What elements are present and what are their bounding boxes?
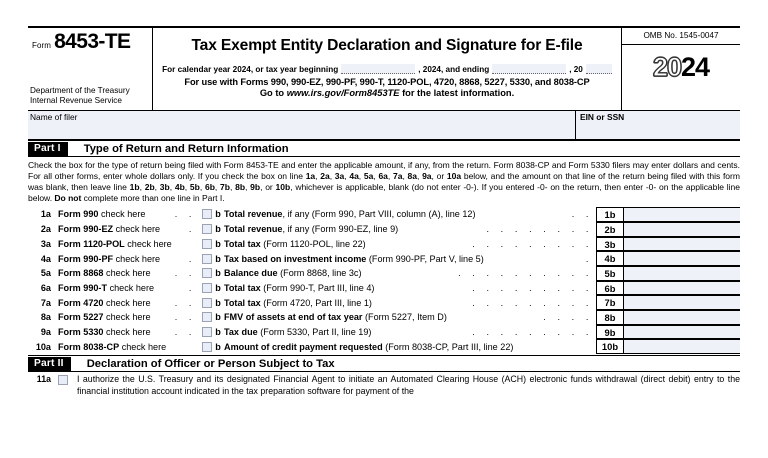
line-left-8a (58, 312, 212, 322)
header-left-block (28, 28, 153, 110)
form-name-label-7a: Form 4720 check here (58, 297, 151, 308)
leader-dots-left: . . (174, 312, 196, 323)
sub-line-label-b: b (215, 282, 221, 293)
amount-field-2b[interactable] (624, 222, 740, 237)
amount-field-1b[interactable] (624, 207, 740, 222)
use-with-forms-line: For use with Forms 990, 990-EZ, 990-PF, 990-T, 1120-POL, 4720, 8868, 5227, 5330, and 8038-CP (184, 77, 590, 87)
header-center-block (153, 28, 622, 110)
line-code-2b: 2b (596, 222, 624, 237)
line-left-5a (58, 268, 212, 278)
form-name-label-2a: Form 990-EZ check here (58, 224, 161, 235)
line-number-10a: 10a (35, 341, 51, 352)
name-of-filer-field[interactable] (28, 111, 576, 139)
line-left-1a (58, 209, 212, 219)
line-code-1b: 1b (596, 207, 624, 222)
description-text: Total revenue, if any (Form 990, Part VIII, column (A), line 12) (224, 209, 476, 220)
line-11a-checkbox[interactable] (58, 375, 68, 385)
checkbox-6a[interactable] (202, 283, 212, 293)
description-text: Tax due (Form 5330, Part II, line 19) (224, 326, 372, 337)
line-number-5a: 5a (40, 268, 51, 279)
omb-number: OMB No. 1545-0047 (622, 28, 740, 45)
sub-line-label-b: b (215, 326, 221, 337)
part-2-header (28, 355, 740, 372)
sub-line-label-b: b (215, 238, 221, 249)
line-number-9a: 9a (40, 326, 51, 337)
amount-field-6b[interactable] (624, 281, 740, 296)
line-number-6a: 6a (40, 282, 51, 293)
sub-line-label-b: b (215, 253, 221, 264)
part-1-title: Type of Return and Return Information (83, 142, 289, 155)
calendar-mid: , 2024, and ending (418, 65, 490, 74)
line-description-5b (224, 268, 596, 278)
leader-dots-left: . . (174, 297, 196, 308)
leader-dots-left: . (188, 224, 196, 235)
form-name-label-5a: Form 8868 check here (58, 268, 151, 279)
form-line-row (28, 251, 740, 266)
line-description-3b (224, 239, 596, 249)
description-text: Balance due (Form 8868, line 3c) (224, 268, 362, 279)
amount-field-3b[interactable] (624, 237, 740, 252)
ein-or-ssn-label: EIN or SSN (580, 112, 625, 122)
checkbox-4a[interactable] (202, 254, 212, 264)
tax-year-begin-field[interactable] (341, 64, 415, 74)
line-11a-row (28, 374, 740, 398)
checkbox-7a[interactable] (202, 298, 212, 308)
form-line-row (28, 339, 740, 354)
part-1-header (28, 141, 740, 157)
tax-year-end-field[interactable] (492, 64, 566, 74)
leader-dots-right: . . . . . . . . . . (458, 268, 593, 279)
form-line-row (28, 237, 740, 252)
goto-line (157, 88, 617, 98)
calendar-suffix: , 20 (569, 65, 583, 74)
form-line-row (28, 266, 740, 281)
sub-line-label-b: b (215, 341, 221, 352)
line-description-8b (224, 312, 596, 322)
line-left-9a (58, 327, 212, 337)
leader-dots-right: . . . . . . . . . (472, 238, 593, 249)
leader-dots-right: . . . . . . . . . (472, 326, 593, 337)
description-text: Tax based on investment income (Form 990-PF, Part V, line 5) (224, 253, 484, 264)
line-description-2b (224, 224, 596, 234)
part-2-tag: Part II (28, 357, 71, 371)
tax-year-display (622, 52, 740, 82)
leader-dots-right: . . . . . . . . . (472, 282, 593, 293)
line-number-4a: 4a (40, 253, 51, 264)
leader-dots-right: . . . . . . . . . (472, 297, 593, 308)
description-text: Total tax (Form 990-T, Part III, line 4) (224, 282, 375, 293)
tax-year-end-yy-field[interactable] (586, 64, 612, 74)
leader-dots-left: . (188, 282, 196, 293)
amount-field-9b[interactable] (624, 325, 740, 340)
line-number-8a: 8a (40, 312, 51, 323)
form-line-row (28, 310, 740, 325)
amount-field-5b[interactable] (624, 266, 740, 281)
part-2-title: Declaration of Officer or Person Subject to Tax (86, 357, 335, 370)
form-title: Tax Exempt Entity Declaration and Signature for E-file (191, 37, 583, 54)
description-text: Total tax (Form 1120-POL, line 22) (224, 238, 366, 249)
line-code-10b: 10b (596, 339, 624, 354)
amount-field-8b[interactable] (624, 310, 740, 325)
calendar-year-line (157, 64, 617, 74)
line-code-9b: 9b (596, 325, 624, 340)
line-left-3a (58, 239, 212, 249)
checkbox-10a[interactable] (202, 342, 212, 352)
form-line-row (28, 207, 740, 222)
line-code-6b: 6b (596, 281, 624, 296)
description-text: FMV of assets at end of tax year (Form 5227, Item D) (224, 312, 447, 323)
form-name-label-10a: Form 8038-CP check here (58, 341, 167, 352)
part-1-instructions: Check the box for the type of return being filed with Form 8453-TE and enter the applicable amount, if any, from the return. Form 8038-CP and Form 5330 filers may enter dollars and cents. For all other forms, enter whole dollars only. If you check the box on line 1a, 2a, 3a, 4a, 5a, 6a, 7a, 8a, 9a, or 10a below, and the amount on that line of the return being filed with this form was blank, then leave line 1b, 2b, 3b, 4b, 5b, 6b, 7b, 8b, 9b, or 10b, whichever is applicable, blank (do not enter -0-). If you entered -0- on the return, then enter -0- on the applicable line below. Do not complete more than one line in Part I. (28, 159, 740, 203)
line-description-9b (224, 327, 596, 337)
description-text: Amount of credit payment requested (Form 8038-CP, Part III, line 22) (224, 341, 514, 352)
part-1-line-rows (28, 207, 740, 354)
line-description-1b (224, 209, 596, 219)
form-line-row (28, 325, 740, 340)
form-name-label-1a: Form 990 check here (58, 209, 146, 220)
sub-line-label-b: b (215, 209, 221, 220)
line-left-10a (58, 342, 212, 352)
department-line-1: Department of the Treasury (30, 86, 130, 95)
sub-line-label-b: b (215, 224, 221, 235)
line-code-8b: 8b (596, 310, 624, 325)
line-description-10b (224, 342, 596, 352)
form-header (28, 26, 740, 110)
sub-line-label-b: b (215, 268, 221, 279)
goto-suffix: for the latest information. (399, 88, 515, 98)
form-name-label-3a: Form 1120-POL check here (58, 238, 172, 249)
leader-dots-left: . . (174, 209, 196, 220)
leader-dots-left: . . (174, 268, 196, 279)
line-11a-text: I authorize the U.S. Treasury and its designated Financial Agent to initiate an Automated Clearing House (ACH) electronic funds withdrawal (direct debit) entry to the financial institution account indicated in the tax preparation software for payment of the (77, 374, 740, 396)
form-name-label-4a: Form 990-PF check here (58, 253, 161, 264)
form-page (0, 26, 768, 458)
amount-field-10b[interactable] (624, 339, 740, 354)
line-description-6b (224, 283, 596, 293)
goto-prefix: Go to (259, 88, 287, 98)
line-11a-number: 11a (36, 374, 51, 384)
form-line-row (28, 281, 740, 296)
name-of-filer-label: Name of filer (30, 112, 78, 122)
goto-url[interactable]: www.irs.gov/Form8453TE (286, 88, 400, 98)
amount-field-7b[interactable] (624, 295, 740, 310)
part-1-tag: Part I (28, 142, 68, 156)
line-description-4b (224, 254, 596, 264)
description-text: Total tax (Form 4720, Part III, line 1) (224, 297, 372, 308)
form-name-label-8a: Form 5227 check here (58, 312, 151, 323)
line-code-5b: 5b (596, 266, 624, 281)
checkbox-5a[interactable] (202, 268, 212, 278)
sub-line-label-b: b (215, 297, 221, 308)
leader-dots-left: . (188, 253, 196, 264)
form-name-label-6a: Form 990-T check here (58, 282, 155, 293)
leader-dots-right: . . (571, 209, 593, 220)
form-word-label: Form (32, 41, 52, 50)
leader-dots-right: . . . . (543, 312, 593, 323)
line-code-4b: 4b (596, 251, 624, 266)
line-number-1a: 1a (40, 209, 51, 220)
department-block (30, 86, 130, 106)
calendar-prefix: For calendar year 2024, or tax year beginning (162, 65, 339, 74)
form-line-row (28, 222, 740, 237)
form-name-label-9a: Form 5330 check here (58, 326, 151, 337)
leader-dots-right: . . . . . . . . (486, 224, 593, 235)
line-description-7b (224, 298, 596, 308)
tax-year-solid-digits: 24 (681, 52, 710, 82)
description-text: Total revenue, if any (Form 990-EZ, line 9) (224, 224, 399, 235)
checkbox-1a[interactable] (202, 209, 212, 219)
form-identifier (32, 30, 130, 54)
line-number-7a: 7a (40, 297, 51, 308)
line-left-7a (58, 298, 212, 308)
form-number: 8453-TE (54, 30, 131, 53)
line-number-3a: 3a (40, 238, 51, 249)
line-number-2a: 2a (40, 224, 51, 235)
form-line-row (28, 295, 740, 310)
line-left-6a (58, 283, 212, 293)
leader-dots-left: . . (174, 326, 196, 337)
line-left-2a (58, 224, 212, 234)
amount-field-4b[interactable] (624, 251, 740, 266)
line-left-4a (58, 254, 212, 264)
ein-or-ssn-field[interactable] (576, 111, 740, 139)
header-right-block (622, 28, 740, 110)
line-code-3b: 3b (596, 237, 624, 252)
department-line-2: Internal Revenue Service (30, 96, 122, 105)
line-code-7b: 7b (596, 295, 624, 310)
checkbox-3a[interactable] (202, 239, 212, 249)
tax-year-outline-digits: 20 (652, 52, 681, 82)
leader-dots-right: . (585, 253, 593, 264)
checkbox-2a[interactable] (202, 224, 212, 234)
filer-identification-row (28, 110, 740, 141)
checkbox-9a[interactable] (202, 327, 212, 337)
sub-line-label-b: b (215, 312, 221, 323)
checkbox-8a[interactable] (202, 312, 212, 322)
